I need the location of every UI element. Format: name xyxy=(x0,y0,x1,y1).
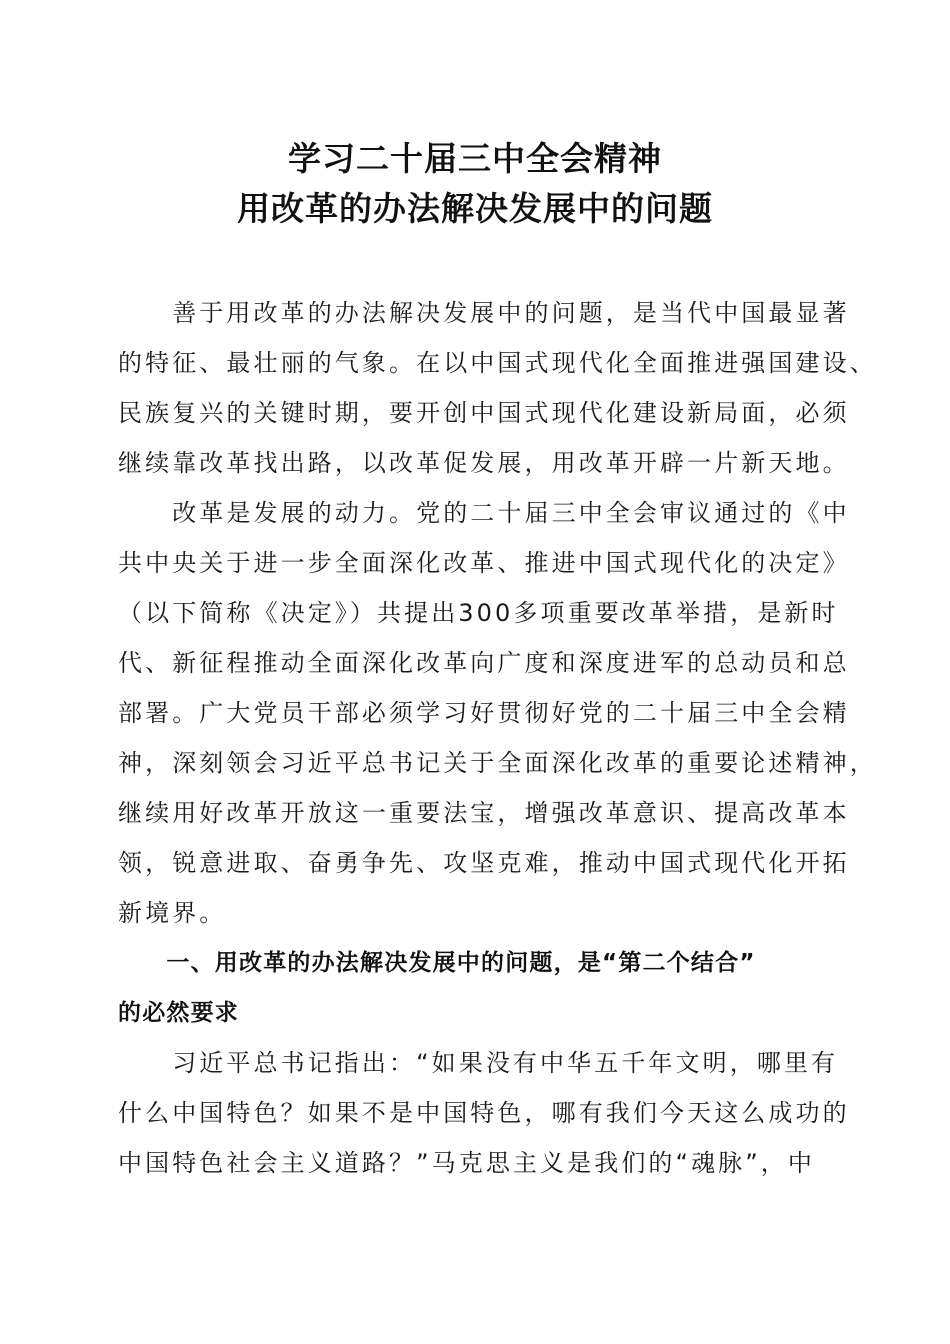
document-title-line-1: 学习二十届三中全会精神 xyxy=(288,139,662,178)
paragraph-line: 新境界。 xyxy=(118,899,227,927)
paragraph-2 xyxy=(118,488,877,938)
paragraph-line: 代、新征程推动全面深化改革向广度和深度进军的总动员和总 xyxy=(118,649,850,677)
paragraph-line: （以下简称《决定》）共提出300多项重要改革举措，是新时 xyxy=(118,599,839,627)
paragraph-line: 继续靠改革找出路，以改革促发展，用改革开辟一片新天地。 xyxy=(118,449,850,477)
paragraph-line: 部署。广大党员干部必须学习好贯彻好党的二十届三中全会精 xyxy=(118,699,850,727)
paragraph-line: 中国特色社会主义道路？”马克思主义是我们的“魂脉”，中 xyxy=(118,1149,815,1177)
paragraph-line: 继续用好改革开放这一重要法宝，增强改革意识、提高改革本 xyxy=(118,799,850,827)
document-title-line-2: 用改革的办法解决发展中的问题 xyxy=(237,189,713,228)
paragraph-line: 民族复兴的关键时期，要开创中国式现代化建设新局面，必须 xyxy=(118,399,850,427)
paragraph-3 xyxy=(118,1038,850,1188)
heading-line: 的必然要求 xyxy=(118,1000,239,1026)
paragraph-line: 共中央关于进一步全面深化改革、推进中国式现代化的决定》 xyxy=(118,549,850,577)
paragraph-line: 善于用改革的办法解决发展中的问题，是当代中国最显著 xyxy=(118,299,850,327)
heading-line: 一、用改革的办法解决发展中的问题，是“第二个结合” xyxy=(118,950,756,976)
section-heading-1 xyxy=(118,938,838,1038)
paragraph-line: 什么中国特色？如果不是中国特色，哪有我们今天这么成功的 xyxy=(118,1099,850,1127)
paragraph-line: 习近平总书记指出：“如果没有中华五千年文明，哪里有 xyxy=(118,1049,839,1077)
paragraph-1 xyxy=(118,288,877,488)
paragraph-line: 神，深刻领会习近平总书记关于全面深化改革的重要论述精神， xyxy=(118,749,877,777)
paragraph-line: 的特征、最壮丽的气象。在以中国式现代化全面推进强国建设、 xyxy=(118,349,877,377)
paragraph-line: 改革是发展的动力。党的二十届三中全会审议通过的《中 xyxy=(118,499,850,527)
paragraph-line: 领，锐意进取、奋勇争先、攻坚克难，推动中国式现代化开拓 xyxy=(118,849,850,877)
